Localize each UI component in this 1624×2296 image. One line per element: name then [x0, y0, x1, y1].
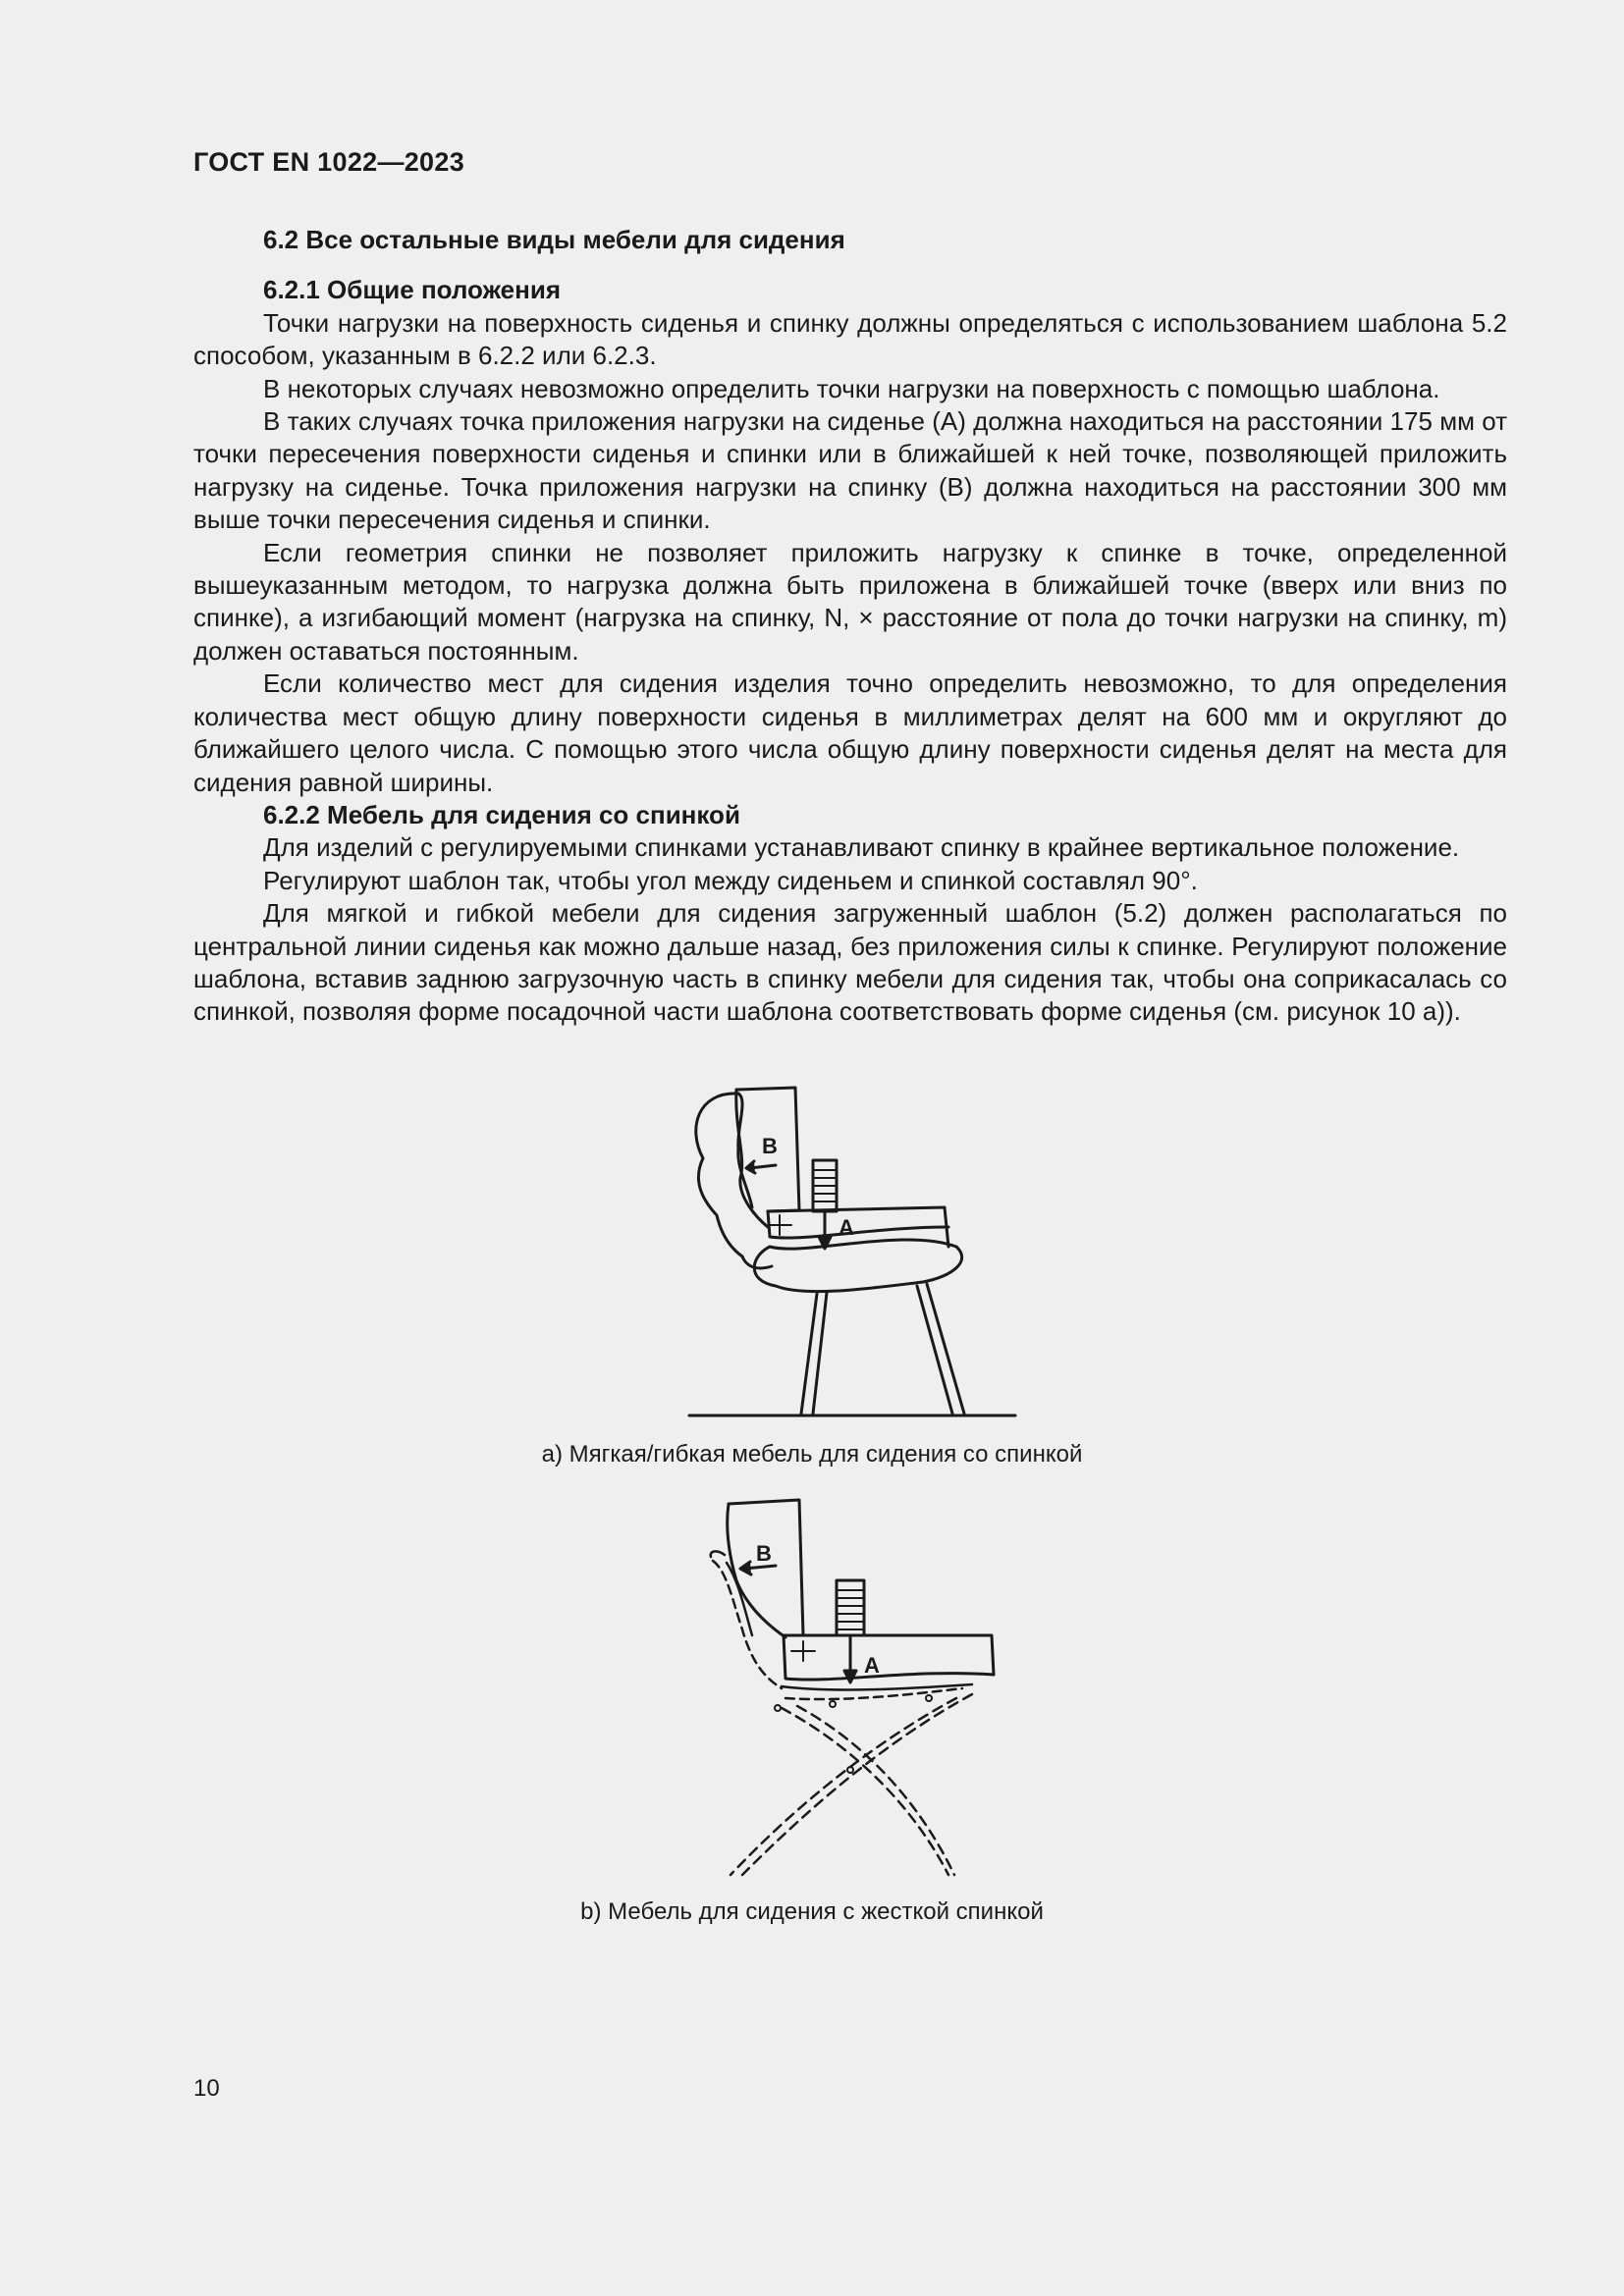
paragraph: Для мягкой и гибкой мебели для сидения загруженный шаблон (5.2) должен располагаться по центральной линии сиденья как можно дальше назад, без приложения силы к спинке. Регулируют положение шаблона, вставив заднюю загрузочную часть в спинку мебели для сидения так, чтобы она соприкасалась со спинкой, позволяя форме посадочной части шаблона соответствовать форме сиденья (см. рисунок 10 а)). — [193, 898, 1507, 1027]
figure-b-caption: b) Мебель для сидения с жесткой спинкой — [580, 1898, 1044, 1925]
paragraph: Если количество мест для сидения изделия точно определить невозможно, то для определения количества мест общую длину поверхности сиденья в миллиметрах делят на 600 мм и округляют до ближайшего целого числа. С помощью этого числа общую длину поверхности сиденья делят на места для сидения равной ширины. — [193, 668, 1507, 797]
figure-a-diagram — [677, 1080, 1031, 1423]
paragraph: Если геометрия спинки не позволяет приложить нагрузку к спинке в точке, определенной вышеуказанным методом, то нагрузка должна быть приложена в ближайшей точке (вверх или вниз по спинке), а изгибающий момент (нагрузка на спинку, N, × расстояние от пола до точки нагрузки на спинку, m) должен оставаться постоянным. — [193, 537, 1507, 666]
label-A: A — [864, 1653, 880, 1678]
paragraph: Регулируют шаблон так, чтобы угол между сиденьем и спинкой составлял 90°. — [263, 865, 1198, 895]
page-number: 10 — [193, 2075, 220, 2102]
subsection-title-general: 6.2.1 Общие положения — [263, 275, 561, 305]
subsection-title-backrest: 6.2.2 Мебель для сидения со спинкой — [263, 799, 740, 829]
paragraph: В некоторых случаях невозможно определить точки нагрузки на поверхность с помощью шаблона. — [263, 373, 1440, 403]
label-B: B — [756, 1541, 772, 1566]
label-A: A — [839, 1215, 854, 1240]
section-title: 6.2 Все остальные виды мебели для сидения — [263, 225, 845, 254]
paragraph: Для изделий с регулируемыми спинками устанавливают спинку в крайнее вертикальное положение. — [263, 832, 1460, 863]
figure-b-diagram — [687, 1492, 1021, 1885]
paragraph: В таких случаях точка приложения нагрузки на сиденье (A) должна находиться на расстоянии 175 мм от точки пересечения поверхности сиденья и спинки или в ближайшей к ней точке, позволяющей приложить нагрузку на сиденье. Точка приложения нагрузки на спинку (B) должна находиться на расстоянии 300 мм выше точки пересечения сиденья и спинки. — [193, 406, 1507, 535]
main-text — [193, 224, 1507, 1029]
paragraph: Точки нагрузки на поверхность сиденья и спинку должны определяться с использованием шаблона 5.2 способом, указанным в 6.2.2 или 6.2.3. — [193, 307, 1507, 371]
figure-a-caption: a) Мягкая/гибкая мебель для сидения со спинкой — [541, 1441, 1083, 1468]
document-header: ГОСТ EN 1022—2023 — [193, 147, 465, 177]
label-B: B — [762, 1134, 778, 1158]
